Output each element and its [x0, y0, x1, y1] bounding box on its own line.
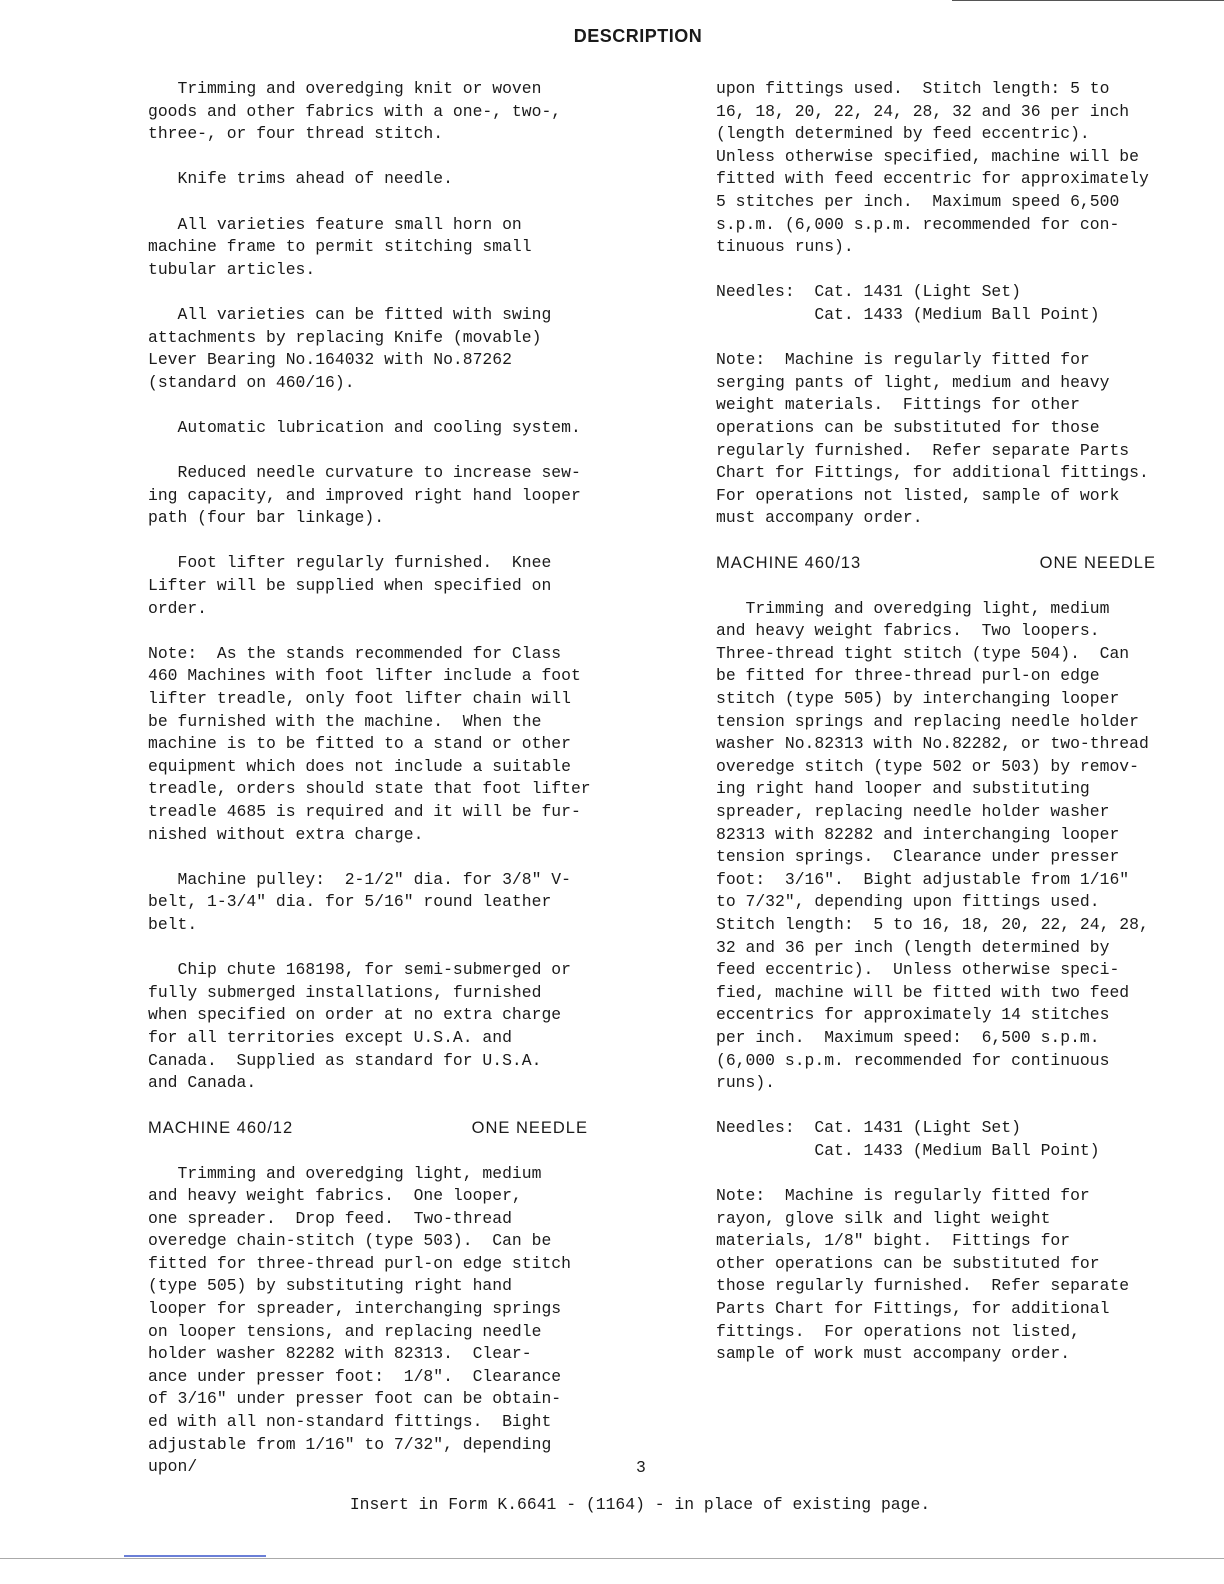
footer-note: Insert in Form K.6641 - (1164) - in place of existing page.: [349, 1495, 931, 1514]
foot-lifter-paragraph: Foot lifter regularly furnished. Knee Lifter will be supplied when specified on order.: [148, 553, 552, 618]
horn-paragraph: All varieties feature small horn on machine frame to permit stitching small tubular articles.: [148, 214, 532, 279]
machine-460-13-needle: ONE NEEDLE: [1039, 554, 1156, 573]
machine-460-12-needle: ONE NEEDLE: [471, 1119, 588, 1138]
needle-curvature-paragraph: Reduced needle curvature to increase sew- ing capacity, and improved right hand looper path (four bar linkage).: [148, 463, 581, 528]
top-rule: [952, 0, 1224, 1]
machine-460-13-heading: [716, 552, 1156, 575]
note-460-12: Note: Machine is regularly fitted for serging pants of light, medium and heavy weight materials. Fittings for other operations can be substituted for those regularly furnished. Refer separate Parts Chart for Fittings, for additional fittings. For operations not listed, sample of work must accompany order.: [716, 350, 1149, 528]
right-column: [716, 78, 1200, 1366]
page-title: DESCRIPTION: [573, 26, 703, 46]
machine-460-12-heading: [148, 1117, 588, 1140]
chip-chute-paragraph: Chip chute 168198, for semi-submerged or fully submerged installations, furnished when specified on order at no extra charge for all territories except U.S.A. and Canada. Supplied as standard for U.S.A. and Canada.: [148, 960, 571, 1093]
machine-460-12-description: Trimming and overedging light, medium and heavy weight fabrics. One looper, one spreader. Drop feed. Two-thread overedge chain-stitch (type 503). Can be fitted for three-thread purl-on edge stitch (type 505) by substituting right hand looper for spreader, interchanging springs on looper tensions, and replacing needle holder washer 82282 with 82313. Clear- ance under presser foot: 1/8". Clearance of 3/16" under presser foot can be obtain- ed with all non-standard fittings. Bight adjustable from 1/16" to 7/32", depending upon/: [148, 1163, 571, 1477]
needles-460-13: Needles: Cat. 1431 (Light Set) Cat. 1433 (Medium Ball Point): [716, 1118, 1100, 1160]
intro-paragraph: Trimming and overedging knit or woven goods and other fabrics with a one-, two-, three-, or four thread stitch.: [148, 79, 562, 144]
machine-460-13-title: MACHINE 460/13: [716, 554, 862, 573]
machine-pulley-paragraph: Machine pulley: 2-1/2" dia. for 3/8" V- belt, 1-3/4" dia. for 5/16" round leather belt.: [148, 869, 571, 934]
needles-460-12: Needles: Cat. 1431 (Light Set) Cat. 1433 (Medium Ball Point): [716, 282, 1100, 324]
machine-460-13-description: Trimming and overedging light, medium and heavy weight fabrics. Two loopers. Three-thread tight stitch (type 504). Can be fitted for three-thread purl-on edge stitch (type 505) by interchanging looper tension springs and replacing needle holder washer No.82313 with No.82282, or two-thread overedge stitch (type 502 or 503) by remov- ing right hand looper and substituting spreader, replacing needle holder washer 82313 with 82282 and interchanging looper tension springs. Clearance under presser foot: 3/16". Bight adjustable from 1/16" to 7/32", depending upon fittings used. Stitch length: 5 to 16, 18, 20, 22, 24, 28, 32 and 36 per inch (length determined by feed eccentric). Unless otherwise speci- fied, machine will be fitted with two feed eccentrics for approximately 14 stitches per inch. Maximum speed: 6,500 s.p.m. (6,000 s.p.m. recommended for continuous runs).: [716, 598, 1149, 1093]
swing-attachments-paragraph: All varieties can be fitted with swing attachments by replacing Knife (movable) Lever Bearing No.164032 with No.87262 (standard on 460/16).: [148, 304, 552, 392]
continued-paragraph: upon fittings used. Stitch length: 5 to 16, 18, 20, 22, 24, 28, 32 and 36 per inch (length determined by feed eccentric). Unless otherwise specified, machine will be fitted with feed eccentric for approximately 5 stitches per inch. Maximum speed 6,500 s.p.m. (6,000 s.p.m. recommended for con- tinuous runs).: [716, 79, 1149, 257]
note-460-13: Note: Machine is regularly fitted for rayon, glove silk and light weight materials, 1/8" bight. Fittings for other operations can be substituted for those regularly furnished. Refer separate Parts Chart for Fittings, for additional fittings. For operations not listed, sample of work must accompany order.: [716, 1186, 1130, 1364]
knife-paragraph: Knife trims ahead of needle.: [148, 169, 453, 189]
left-column: [148, 78, 648, 1479]
stands-note-paragraph: Note: As the stands recommended for Class 460 Machines with foot lifter include a foot lifter treadle, only foot lifter chain will be furnished with the machine. When the machine is to be fitted to a stand or other equipment which does not include a suitable treadle, orders should state that foot lifter treadle 4685 is required and it will be fur- nished without extra charge.: [148, 643, 591, 844]
lubrication-paragraph: Automatic lubrication and cooling system.: [148, 417, 581, 437]
bottom-rule: [0, 1558, 1224, 1559]
bottom-accent-line: [124, 1555, 266, 1557]
page-number: 3: [636, 1458, 646, 1477]
machine-460-12-title: MACHINE 460/12: [148, 1119, 294, 1138]
